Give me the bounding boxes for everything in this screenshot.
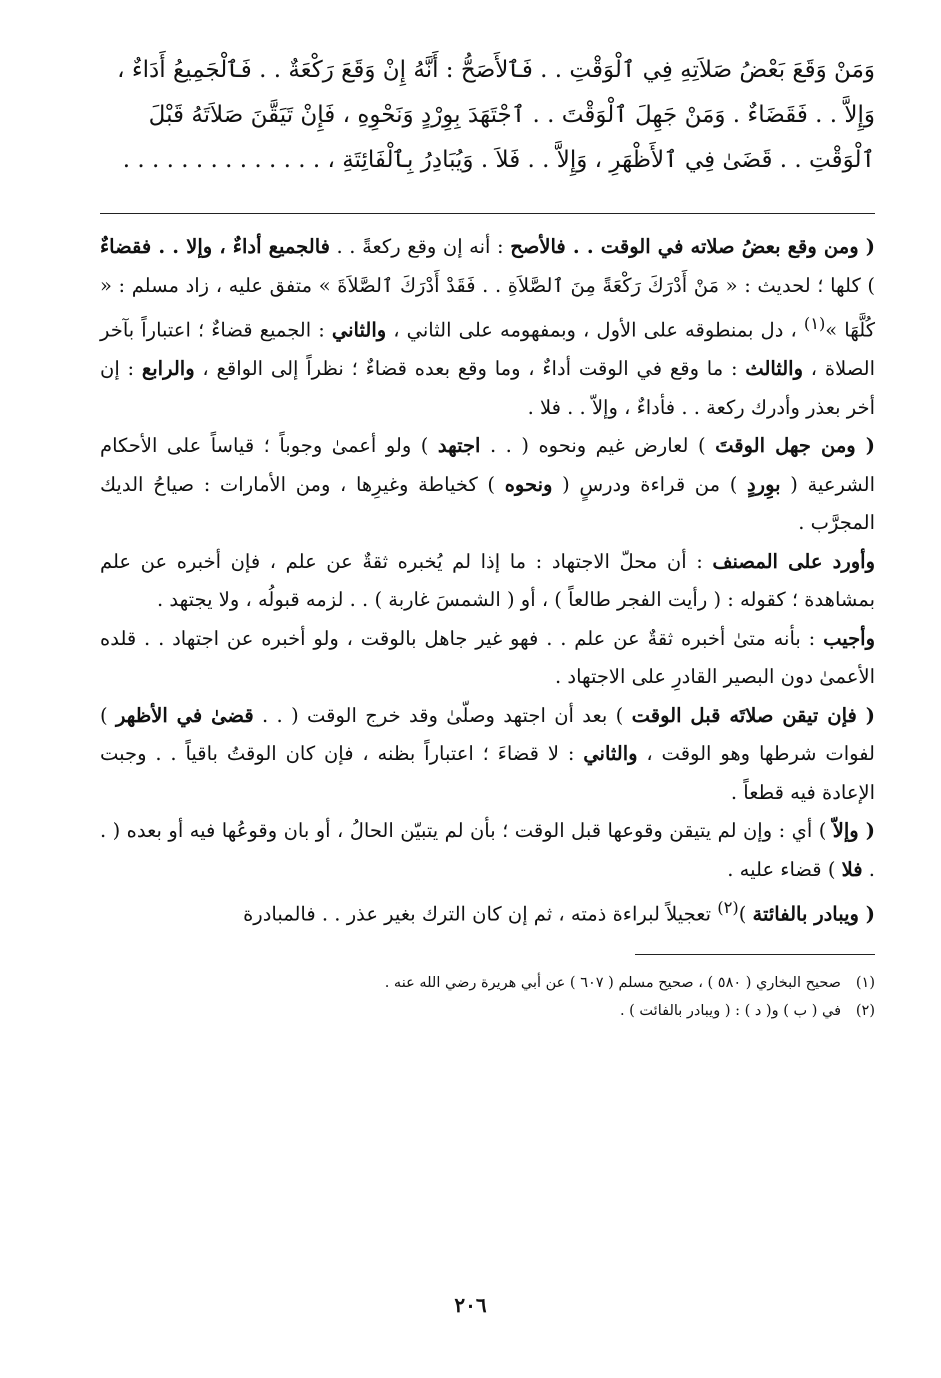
text: : لا قضاءَ ؛ اعتباراً بظنه ، فإن كان الوقتُ باقياً . . وجبت الإعادة فيه قطعاً .	[100, 742, 875, 804]
footnote-number: (١)	[855, 975, 875, 991]
footnote-divider	[635, 954, 875, 955]
bold-text: قضىٰ في الأظهر	[115, 703, 254, 727]
bold-text: ( فإن تيقن صلاتَه قبل الوقت	[631, 703, 875, 727]
footnote-ref: (٢)	[717, 898, 739, 917]
paragraph	[100, 620, 875, 697]
footnote-text: صحيح البخاري ( ٥٨٠ ) ، صحيح مسلم ( ٦٠٧ ) عن أبي هريرة رضي الله عنه .	[384, 975, 841, 991]
page-body	[100, 48, 875, 1025]
text: ) قضاء عليه .	[727, 857, 842, 881]
text: : بأنه متىٰ أخبره ثقةٌ عن علم . . فهو غير جاهل بالوقت ، ولو أخبره عن اجتهاد . . قلده الأعمىٰ دون البصير القادرِ على الاجتهاد .	[100, 626, 875, 688]
footnote-text: في ( ب ) و( د ) : ( ويبادر بالفائت ) .	[619, 1003, 841, 1019]
bold-text: فلا	[841, 857, 863, 881]
bold-text: ( ويبادر بالفائتة	[752, 902, 875, 926]
bold-text: ( ومن جهل الوقتَ	[715, 434, 876, 457]
paragraph	[100, 427, 875, 543]
bold-text: والثاني	[583, 742, 638, 765]
bold-text: وأورد على المصنف	[712, 549, 875, 573]
text: : الجميع قضاءٌ ؛ اعتباراً بآخر الصلاة ،	[100, 318, 875, 380]
matn-dots: . . . . . . . . . . . . . .	[122, 147, 321, 173]
paragraph	[100, 812, 875, 889]
text: ) لفوات شرطها وهو الوقت ،	[100, 703, 875, 765]
text: )	[738, 902, 753, 926]
text: : أن محلّ الاجتهاد : ما إذا لم يُخبره ثقةٌ عن علم ، فإن أخبره عن علم بمشاهدة ؛ كقوله : ( رأيت الفجر طالعاً ) ، أو ( الشمسَ غاربة ) . . لزمه قبولُه ، ولا يجتهد .	[100, 549, 875, 611]
bold-text: والثاني	[331, 318, 387, 342]
text: ) كخياطة وغيرِها ، ومن الأمارات : صياحُ الديك المجرَّب .	[100, 472, 875, 534]
footnote-number: (٢)	[855, 1003, 875, 1019]
bold-text: ( ومن وقع بعضُ صلاته في الوقت . . فالأصح	[510, 235, 876, 258]
bold-text: اجتهد	[437, 434, 481, 457]
page-number: ٢٠٦	[454, 1293, 487, 1317]
text: : ما وقع في الوقت أداءٌ ، وما وقع بعده قضاءٌ ؛ نظراً إلى الواقع ،	[194, 357, 746, 380]
bold-text: فالجميع أداءٌ ، وإلا . . فقضاءٌ	[100, 235, 330, 258]
matn-divider	[100, 213, 875, 214]
footnote-ref: (١)	[803, 314, 826, 333]
bold-text: ونحوه	[504, 472, 553, 496]
text: ) بعد أن اجتهد وصلّىٰ وقد خرج الوقت ( . .	[253, 703, 632, 727]
bold-text: بوِردٍ	[747, 472, 781, 496]
matn-line: وَمَنْ وَقَعَ بَعْضُ صَلاَتِهِ فِي ٱلْوَقْتِ . . فَٱلأَصَحُّ : أَنَّهُ إِنْ وَقَعَ رَكْعَةٌ . . فَٱلْجَمِيعُ أَدَاءٌ ،	[117, 57, 875, 83]
bold-text: والرابع	[141, 357, 195, 380]
paragraph	[100, 697, 875, 813]
footnotes	[100, 969, 875, 1025]
footnote	[100, 997, 875, 1025]
bold-text: وأجيب	[823, 626, 875, 650]
matn-text	[100, 48, 875, 183]
matn-line	[100, 138, 875, 183]
text: : إن أخر بعذر وأدرك ركعة . . فأداءٌ ، وإلاّ . . فلا .	[100, 357, 875, 419]
bold-text: ( وإلاّ	[832, 819, 875, 842]
footnote	[100, 969, 875, 997]
paragraph	[100, 889, 875, 934]
text: تعجيلاً لبراءة ذمته ، ثم إن كان الترك بغير عذر . . فالمبادرة	[243, 902, 718, 926]
text: ) لعارض غيم ونحوه ( . .	[480, 434, 716, 457]
text: ) ولو أعمىٰ وجوباً ؛ قياساً على الأحكام الشرعية (	[100, 434, 875, 496]
paragraph	[100, 228, 875, 427]
matn-line: وَإِلاَّ . . فَقَضَاءٌ . وَمَنْ جَهِلَ ٱلْوَقْتَ . . ٱجْتَهَدَ بِوِرْدٍ وَنَحْوِهِ ، فَإِنْ تَيَقَّنَ صَلاَتَهُ قَبْلَ	[148, 102, 875, 128]
paragraph	[100, 543, 875, 620]
text: : أنه إن وقع ركعةً . .	[329, 235, 511, 258]
text: ) من قراءة ودرسٍ (	[552, 472, 747, 496]
matn-line-text: ٱلْوَقْتِ . . قَضَىٰ فِي ٱلأَظْهَرِ ، وَإِلاَّ . . فَلاَ . وَيُبَادِرُ بِٱلْفَائِتَةِ ،	[327, 147, 875, 173]
text: ) كلها ؛ لحديث : « مَنْ أَدْرَكَ رَكْعَةً مِنَ ٱلصَّلاَةِ . . فَقَدْ أَدْرَكَ ٱلصَّلاَةَ » متفق عليه ، زاد مسلم : « كُلَّهَا »	[100, 273, 875, 342]
text: ، دل بمنطوقه على الأول ، وبمفهومه على الثاني ،	[386, 318, 804, 342]
commentary	[100, 228, 875, 934]
bold-text: والثالث	[745, 357, 803, 380]
text: ) أي : وإن لم يتيقن وقوعها قبل الوقت ؛ بأن لم يتبيّن الحالُ ، أو بان وقوعُها فيه أو بعده ( . .	[100, 819, 875, 881]
